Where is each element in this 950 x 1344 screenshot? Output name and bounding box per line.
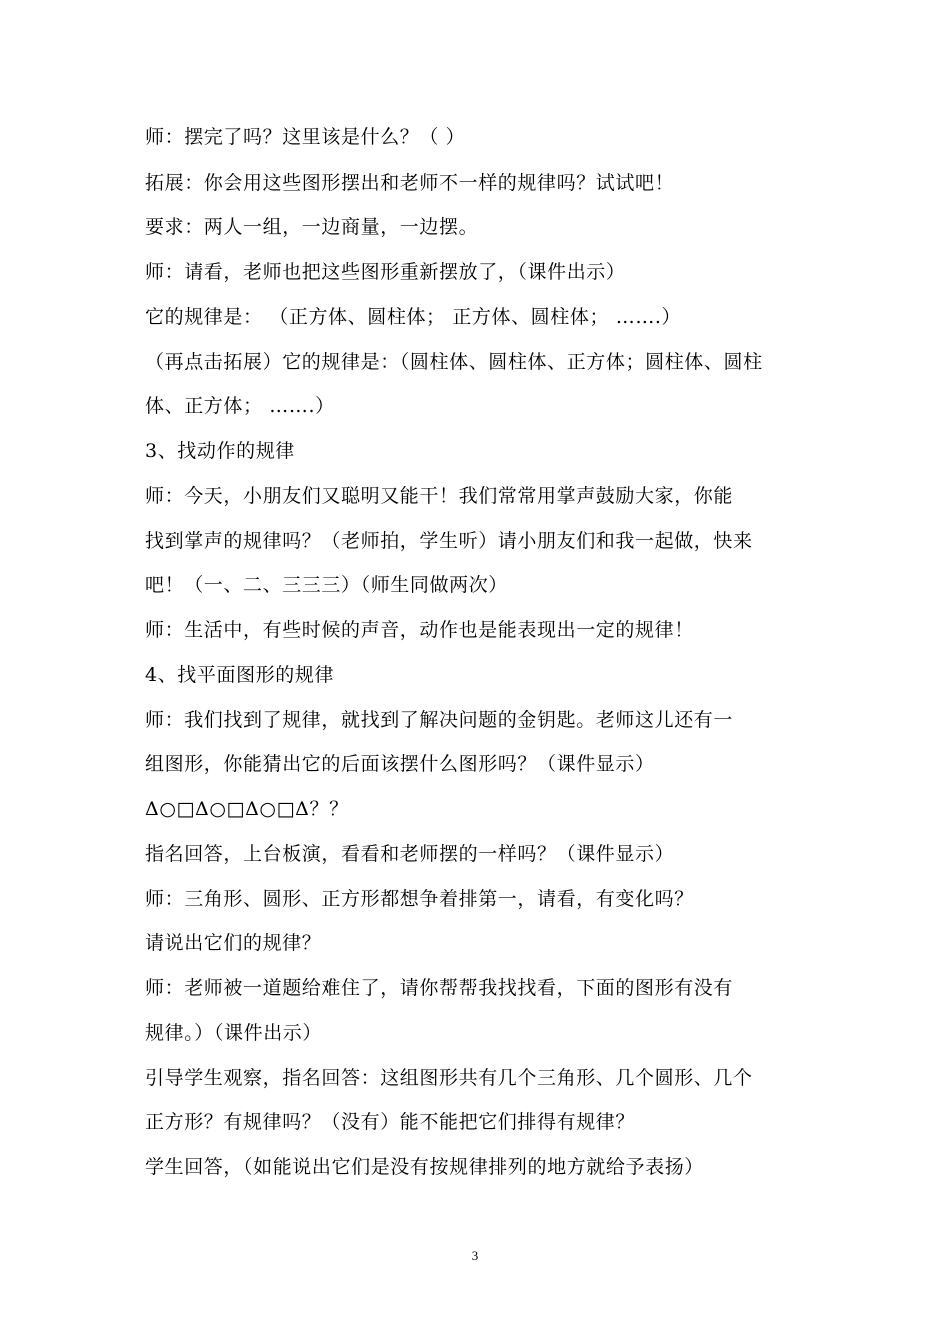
text-line: 要求：两人一组，一边商量，一边摆。 — [145, 216, 479, 238]
shape-sequence: Δ○□Δ○□Δ○□Δ？？ — [145, 798, 349, 820]
page-number: 3 — [471, 1248, 479, 1263]
text-line: 请说出它们的规律？ — [145, 932, 322, 954]
text-line: 拓展：你会用这些图形摆出和老师不一样的规律吗？试试吧！ — [145, 172, 675, 194]
section-heading: 4、找平面图形的规律 — [145, 664, 335, 686]
text-line: 体、正方体； …….） — [145, 395, 335, 417]
text-line: 它的规律是： （正方体、圆柱体； 正方体、圆柱体； …….） — [145, 306, 682, 328]
text-line: 学生回答，（如能说出它们是没有按规律排列的地方就给予表扬） — [145, 1156, 704, 1178]
text-line: 师：老师被一道题给难住了，请你帮帮我找找看，下面的图形有没有 — [145, 977, 734, 999]
text-line: 规律。）（课件出示） — [145, 1022, 323, 1044]
text-line: 找到掌声的规律吗？（老师拍，学生听）请小朋友们和我一起做，快来 — [145, 530, 753, 552]
text-line: 组图形，你能猜出它的后面该摆什么图形吗？（课件显示） — [145, 753, 655, 775]
text-line: 引导学生观察，指名回答：这组图形共有几个三角形、几个圆形、几个 — [145, 1067, 753, 1089]
text-line: 师：生活中，有些时候的声音，动作也是能表现出一定的规律！ — [145, 619, 694, 641]
text-line: 师：请看，老师也把这些图形重新摆放了，（课件出示） — [145, 261, 626, 283]
text-line: 正方形？有规律吗？（没有）能不能把它们排得有规律？ — [145, 1111, 636, 1133]
text-line: 指名回答，上台板演，看看和老师摆的一样吗？（课件显示） — [145, 843, 675, 865]
text-line: 吧！（一、二、三三三）（师生同做两次） — [145, 574, 508, 596]
section-heading: 3、找动作的规律 — [145, 440, 295, 462]
text-line: 师：我们找到了规律，就找到了解决问题的金钥匙。老师这儿还有一 — [145, 709, 734, 731]
text-line: 师：三角形、圆形、正方形都想争着排第一，请看，有变化吗？ — [145, 888, 694, 910]
text-line: 师：今天，小朋友们又聪明又能干！我们常常用掌声鼓励大家，你能 — [145, 485, 734, 507]
text-line: （再点击拓展）它的规律是：（圆柱体、圆柱体、正方体；圆柱体、圆柱 — [145, 351, 763, 373]
text-line: 师：摆完了吗？这里该是什么？（ ） — [145, 126, 466, 148]
